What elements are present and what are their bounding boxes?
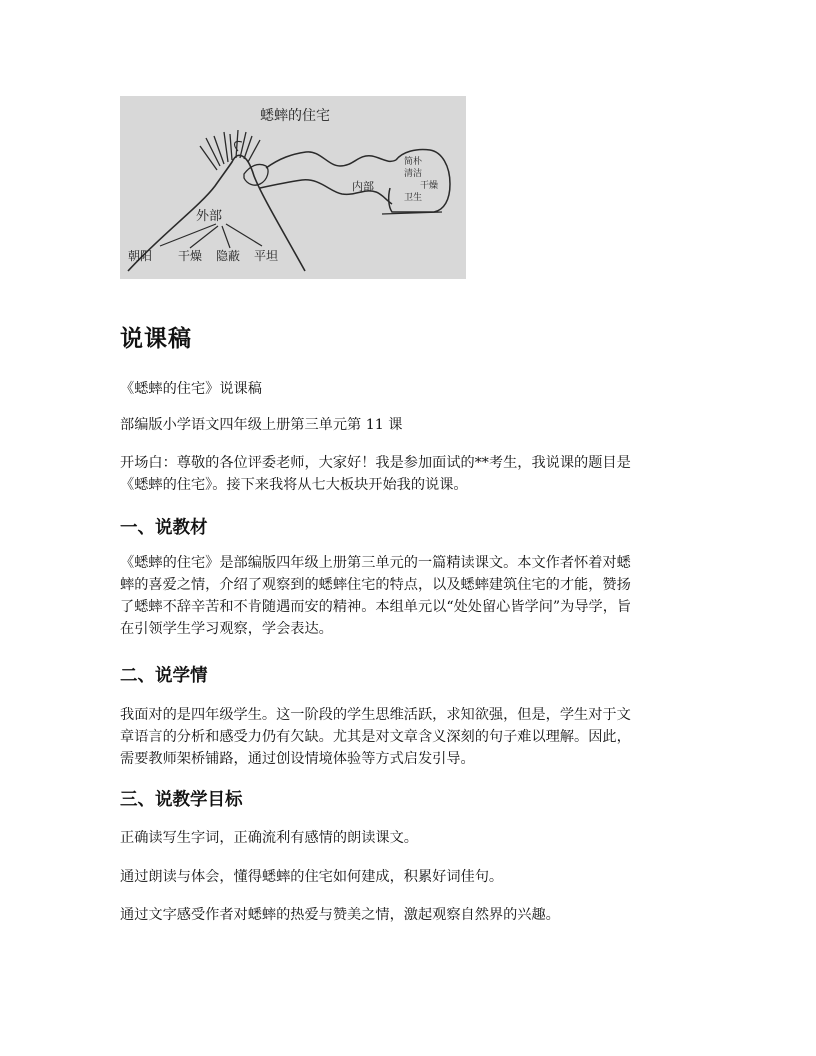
sketch-right-line: 简朴 (404, 157, 423, 167)
section-textbook-paragraph (120, 552, 700, 640)
section-students-paragraph (120, 704, 700, 770)
cricket-house-sketch (120, 96, 466, 279)
text-line: 我面对的是四年级学生。这一阶段的学生思维活跃，求知欲强，但是，学生对于文 (120, 707, 631, 723)
opening-paragraph (120, 452, 700, 496)
section-heading-goals: 三、说教学目标 (120, 790, 243, 810)
sketch-label-sunny: 朝阳 (128, 249, 153, 263)
text-line: 蟀的喜爱之情，介绍了观察到的蟋蟀住宅的特点，以及蟋蟀建筑住宅的才能，赞扬 (120, 577, 631, 593)
sketch-right-line: 清洁 (404, 169, 423, 179)
text-line: 了蟋蟀不辞辛苦和不肯随遇而安的精神。本组单元以“处处留心皆学问”为导学，旨 (120, 599, 632, 615)
sketch-label-outside: 外部 (196, 209, 223, 224)
text-line: 《蟋蟀的住宅》是部编版四年级上册第三单元的一篇精读课文。本文作者怀着对蟋 (120, 555, 631, 571)
page-title: 说课稿 (120, 326, 192, 352)
sketch-label-flat: 平坦 (254, 249, 279, 263)
section-heading-textbook: 一、说教材 (120, 518, 208, 538)
goal-item: 正确读写生字词，正确流利有感情的朗读课文。 (120, 830, 418, 846)
sketch-right-line: 干燥 (420, 181, 439, 191)
goal-item: 通过朗读与体会，懂得蟋蟀的住宅如何建成，积累好词佳句。 (120, 869, 504, 885)
text-line: 开场白：尊敬的各位评委老师，大家好！我是参加面试的**考生，我说课的题目是 (120, 455, 631, 471)
sketch-label-inside: 内部 (352, 180, 374, 193)
handdrawn-diagram (120, 96, 466, 279)
text-line: 需要教师架桥铺路，通过创设情境体验等方式启发引导。 (120, 751, 475, 767)
book-title-paragraph: 《蟋蟀的住宅》说课稿 (120, 381, 262, 397)
text-line: 章语言的分析和感受力仍有欠缺。尤其是对文章含义深刻的句子难以理解。因此， (120, 729, 631, 745)
edition-paragraph: 部编版小学语文四年级上册第三单元第 11 课 (120, 417, 403, 433)
text-line: 《蟋蟀的住宅》。接下来我将从七大板块开始我的说课。 (120, 477, 468, 493)
text-line: 在引领学生学习观察，学会表达。 (120, 621, 333, 637)
section-heading-students: 二、说学情 (120, 666, 208, 686)
goal-item: 通过文字感受作者对蟋蟀的热爱与赞美之情，激起观察自然界的兴趣。 (120, 907, 560, 923)
sketch-label-dry: 干燥 (178, 249, 203, 263)
sketch-title: 蟋蟀的住宅 (260, 108, 330, 124)
sketch-label-hidden: 隐蔽 (216, 249, 241, 263)
sketch-right-line: 卫生 (404, 193, 423, 203)
